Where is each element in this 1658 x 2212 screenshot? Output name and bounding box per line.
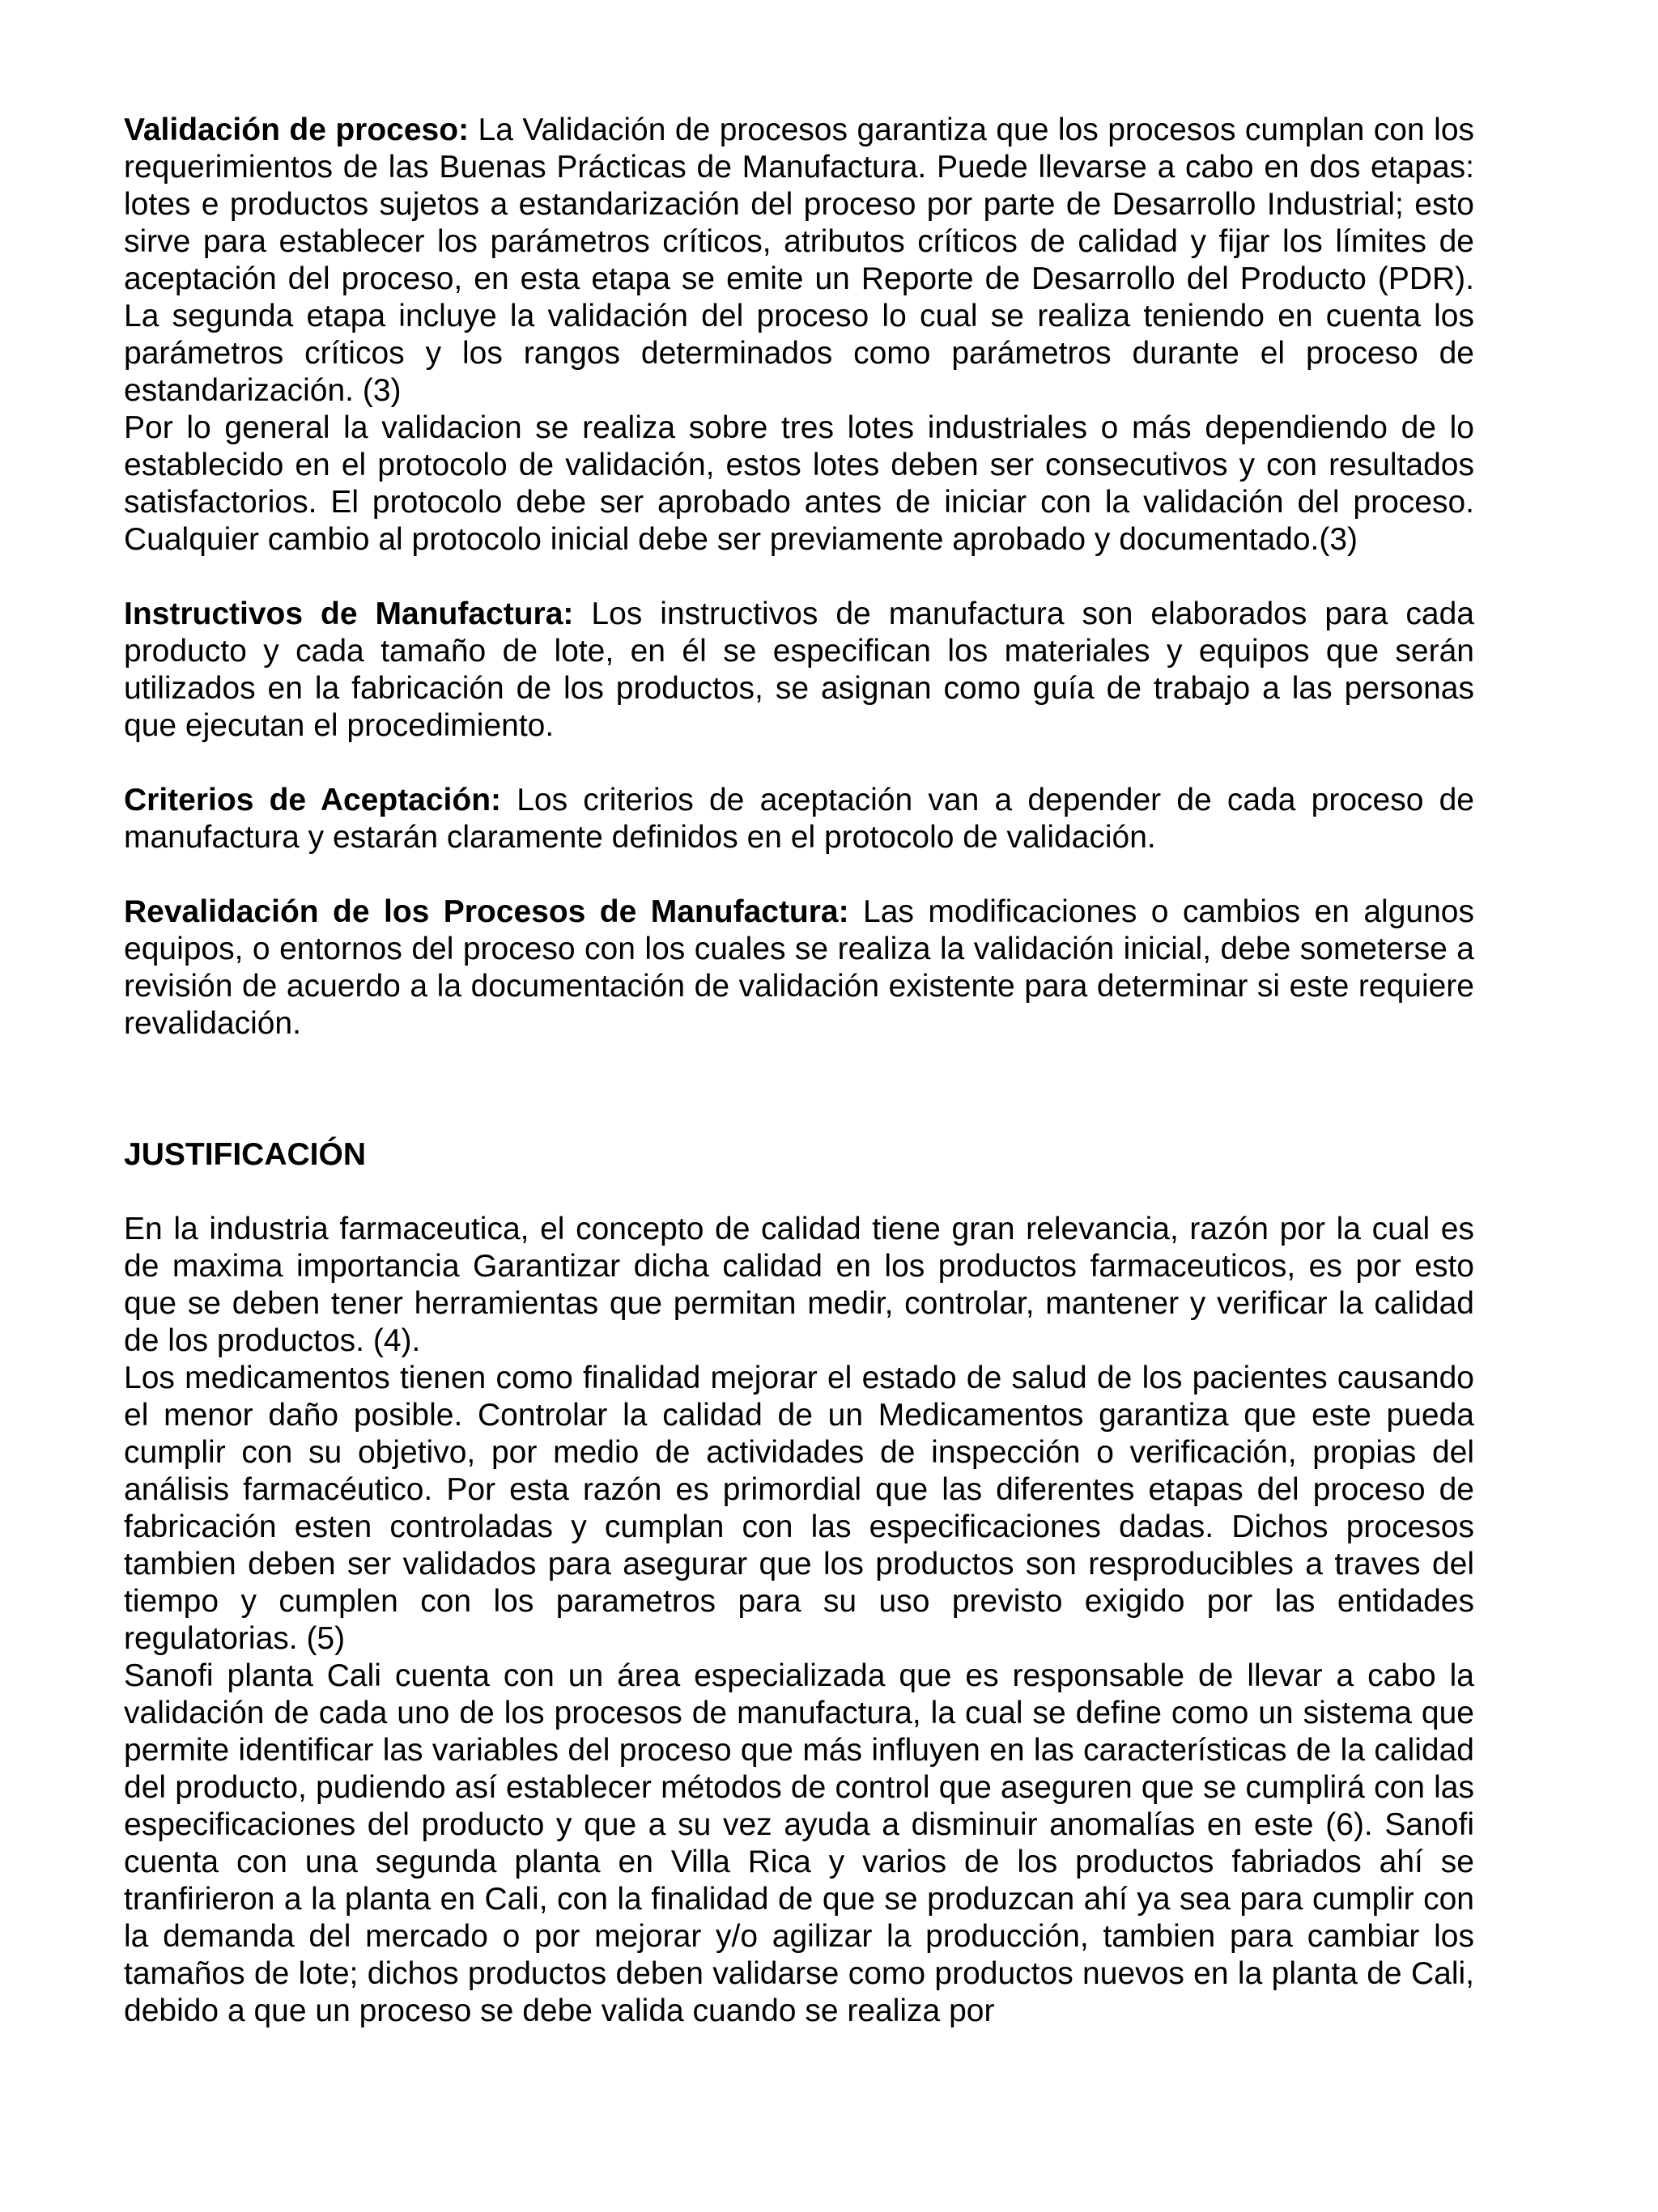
term-criterios-de-aceptacion: Criterios de Aceptación: <box>124 783 502 817</box>
text-validacion-de-proceso: La Validación de procesos garantiza que los procesos cumplan con los requerimientos de las Buenas Prácticas de Manufactura. Puede llevarse a cabo en dos etapas: lotes e productos sujetos a estandarización del proceso por parte de Desarrollo Industrial; esto sirve para establecer los parámetros críticos, atributos críticos de calidad y fijar los límites de aceptación del proceso, en esta etapa se emite un Reporte de Desarrollo del Producto (PDR). La segunda etapa incluye la validación del proceso lo cual se realiza teniendo en cuenta los parámetros críticos y los rangos determinados como parámetros durante el proceso de estandarización. (3) <box>124 113 1475 408</box>
term-instructivos-de-manufactura: Instructivos de Manufactura: <box>124 597 574 631</box>
paragraph-revalidacion <box>124 894 1474 1042</box>
section-heading-justificacion: JUSTIFICACIÓN <box>124 1137 367 1172</box>
term-revalidacion: Revalidación de los Procesos de Manufactura: <box>124 894 849 929</box>
text-revalidacion: Las modificaciones o cambios en algunos equipos, o entornos del proceso con los cuales se realiza la validación inicial, debe someterse a revisión de acuerdo a la documentación de validación existente para determinar si este requiere revalidación. <box>124 894 1474 1041</box>
paragraph-validacion-continuation: Por lo general la validacion se realiza sobre tres lotes industriales o más dependiendo de lo establecido en el protocolo de validación, estos lotes deben ser consecutivos y con resultados satisfactorios. El protocolo debe ser aprobado antes de iniciar con la validación del proceso. Cualquier cambio al protocolo inicial debe ser previamente aprobado y documentado.(3) <box>124 410 1474 557</box>
paragraph-criterios-de-aceptacion <box>124 782 1474 856</box>
paragraph-instructivos-de-manufactura <box>124 596 1474 745</box>
justificacion-paragraph-1: En la industria farmaceutica, el concepto de calidad tiene gran relevancia, razón por la cual es de maxima importancia Garantizar dicha calidad en los productos farmaceuticos, es por esto que se deben tener herramientas que permitan medir, controlar, mantener y verificar la calidad de los productos. (4). <box>124 1212 1474 1358</box>
text-criterios-de-aceptacion: Los criterios de aceptación van a depender de cada proceso de manufactura y estarán claramente definidos en el protocolo de validación. <box>124 783 1474 855</box>
justificacion-paragraph-3: Sanofi planta Cali cuenta con un área especializada que es responsable de llevar a cabo la validación de cada uno de los procesos de manufactura, la cual se define como un sistema que permite identificar las variables del proceso que más influyen en las características de la calidad del producto, pudiendo así establecer métodos de control que aseguren que se cumplirá con las especificaciones del producto y que a su vez ayuda a disminuir anomalías en este (6). Sanofi cuenta con una segunda planta en Villa Rica y varios de los productos fabriados ahí se tranfirieron a la planta en Cali, con la finalidad de que se produzcan ahí ya sea para cumplir con la demanda del mercado o por mejorar y/o agilizar la producción, tambien para cambiar los tamaños de lote; dichos productos deben validarse como productos nuevos en la planta de Cali, debido a que un proceso se debe valida cuando se realiza por <box>124 1658 1474 2028</box>
document-page <box>124 112 1474 2030</box>
term-validacion-de-proceso: Validación de proceso: <box>124 113 470 147</box>
text-instructivos-de-manufactura: Los instructivos de manufactura son elaborados para cada producto y cada tamaño de lote, en él se especifican los materiales y equipos que serán utilizados en la fabricación de los productos, se asignan como guía de trabajo a las personas que ejecutan el procedimiento. <box>124 597 1474 743</box>
justificacion-paragraph-2: Los medicamentos tienen como finalidad mejorar el estado de salud de los pacientes causando el menor daño posible. Controlar la calidad de un Medicamentos garantiza que este pueda cumplir con su objetivo, por medio de actividades de inspección o verificación, propias del análisis farmacéutico. Por esta razón es primordial que las diferentes etapas del proceso de fabricación esten controladas y cumplan con las especificaciones dadas. Dichos procesos tambien deben ser validados para asegurar que los productos son resproducibles a traves del tiempo y cumplen con los parametros para su uso previsto exigido por las entidades regulatorias. (5) <box>124 1361 1474 1656</box>
paragraph-validacion-de-proceso <box>124 112 1474 410</box>
